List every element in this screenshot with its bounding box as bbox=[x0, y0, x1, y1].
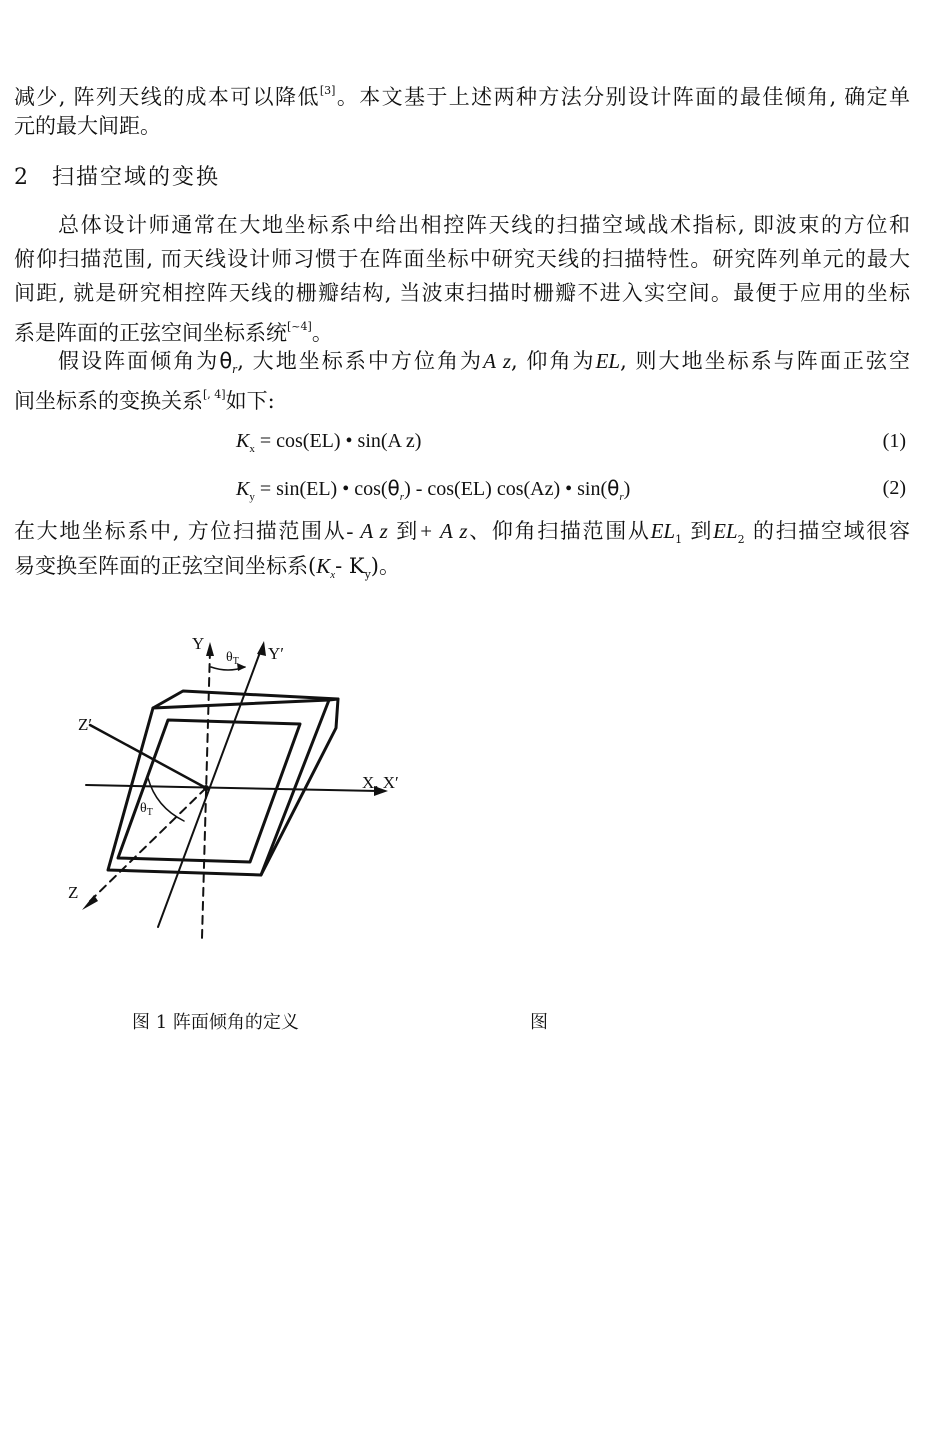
citation: [, 4] bbox=[203, 388, 226, 401]
y-prime-arrow bbox=[257, 641, 266, 656]
equation-number: (1) bbox=[882, 430, 906, 452]
paragraph-line: 间距, 就是研究相控阵天线的栅瓣结构, 当波束扫描时栅瓣不进入实空间。最便于应用的坐标 bbox=[14, 281, 910, 305]
section-heading bbox=[14, 160, 220, 191]
citation: [~4] bbox=[287, 320, 312, 333]
equation-2: $K_y = \sin(EL)$ • $\cos(\theta_r) - \cos(EL)$ cos(Az) • $\sin(\theta_r)$ bbox=[236, 476, 631, 503]
z-arrow bbox=[82, 895, 98, 910]
origin-point bbox=[203, 785, 209, 791]
equation-1: $K_x = \cos(EL)$ • sin(A z) bbox=[236, 430, 422, 455]
label-theta-mid: $\theta_T$ bbox=[140, 801, 153, 818]
y-arrow bbox=[206, 642, 214, 656]
citation: [3] bbox=[319, 84, 336, 97]
equation-number: (2) bbox=[882, 477, 906, 499]
section-title: 扫描空域的变换 bbox=[52, 165, 221, 190]
paragraph-line: 总体设计师通常在大地坐标系中给出相控阵天线的扫描空域战术指标, 即波束的方位和 bbox=[58, 213, 910, 237]
paragraph-line: 系是阵面的正弦空间坐标系统[~4]。 bbox=[14, 320, 333, 345]
paragraph-line: 元的最大间距。 bbox=[14, 114, 161, 138]
figure-1-diagram bbox=[60, 625, 420, 945]
label-x-axes: X, X′ bbox=[362, 773, 399, 792]
section-number: 2 bbox=[14, 165, 30, 190]
paragraph-line: 减少, 阵列天线的成本可以降低[3]。本文基于上述两种方法分别设计阵面的最佳倾角, 确定单 bbox=[14, 84, 910, 109]
paragraph-line: 俯仰扫描范围, 而天线设计师习惯于在阵面坐标中研究天线的扫描特性。研究阵列单元的最大 bbox=[14, 247, 910, 271]
figure-2-caption: 图 bbox=[530, 1012, 548, 1033]
theta-arc-mid bbox=[148, 778, 184, 821]
label-z-prime: Z′ bbox=[78, 715, 93, 734]
label-y: Y bbox=[192, 634, 205, 653]
figure-1-caption: 图 1 阵面倾角的定义 bbox=[132, 1012, 299, 1033]
paragraph-line: 假设阵面倾角为$\theta_r$, 大地坐标系中方位角为A z, 仰角为EL, 则大地坐标系与阵面正弦空 bbox=[58, 349, 910, 377]
label-theta-top: $\theta_T$ bbox=[226, 650, 239, 667]
label-z: Z bbox=[68, 883, 79, 902]
paragraph-line: 间坐标系的变换关系[, 4]如下: bbox=[14, 388, 275, 413]
paragraph-line: 易变换至阵面的正弦空间坐标系($K_x-$ $K_y$)。 bbox=[14, 554, 400, 582]
paragraph-line: 在大地坐标系中, 方位扫描范围从- A z 到+ A z、仰角扫描范围从$EL_1$ 到$EL_2$ 的扫描空域很容 bbox=[14, 519, 910, 547]
label-y-prime: Y′ bbox=[268, 644, 284, 663]
